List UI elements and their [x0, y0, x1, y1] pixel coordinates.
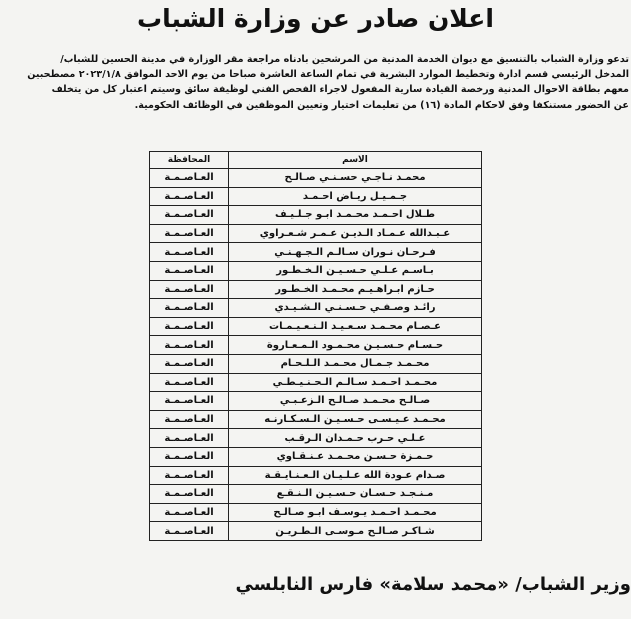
candidate-name: محمـد نـاجـي حسـنـي صـالـح	[229, 169, 482, 188]
table-row	[150, 354, 482, 373]
candidate-name: محـمـد احـمـد يـوسـف ابـو صـالـح	[229, 503, 482, 522]
candidates-table	[149, 151, 482, 541]
table-row	[150, 410, 482, 429]
candidate-governorate: العـاصـمـة	[150, 485, 229, 504]
candidate-name: مـنـجـد حـسـان حـسـيـن الـنـقـع	[229, 485, 482, 504]
table-row	[150, 447, 482, 466]
candidate-name: محـمـد احـمـد سـالـم الـحـنـيـطـي	[229, 373, 482, 392]
candidate-governorate: العـاصـمـة	[150, 503, 229, 522]
candidate-name: رائـد وصـفـي حـسـنـي الـشـيـدي	[229, 299, 482, 318]
candidate-governorate: العـاصـمـة	[150, 187, 229, 206]
table-row	[150, 280, 482, 299]
candidate-governorate: العـاصـمـة	[150, 522, 229, 541]
candidate-governorate: العـاصـمـة	[150, 336, 229, 355]
table-row	[150, 485, 482, 504]
candidate-governorate: العـاصـمـة	[150, 169, 229, 188]
table-row	[150, 206, 482, 225]
header-governorate: المحافظة	[150, 152, 229, 169]
candidate-governorate: العـاصـمـة	[150, 206, 229, 225]
table-row	[150, 187, 482, 206]
table-row	[150, 243, 482, 262]
candidate-name: بـاسـم عـلـي حـسـيـن الـخـطـور	[229, 261, 482, 280]
candidate-name: فـرحـان نـوران سـالـم الـجـهـنـي	[229, 243, 482, 262]
candidate-governorate: العـاصـمـة	[150, 354, 229, 373]
table-row	[150, 224, 482, 243]
candidate-name: عـبـدالله عـمـاد الـديـن عـمـر شـعـراوي	[229, 224, 482, 243]
table-body	[150, 169, 482, 541]
candidate-name: محـمـد عـيـسـى حـسـيـن الـسـكـارنـه	[229, 410, 482, 429]
table-row	[150, 317, 482, 336]
candidate-governorate: العـاصـمـة	[150, 243, 229, 262]
candidate-governorate: العـاصـمـة	[150, 447, 229, 466]
table-row	[150, 503, 482, 522]
candidate-governorate: العـاصـمـة	[150, 317, 229, 336]
candidate-name: حـسـام حـسـيـن محـمـود الـمـعـاروة	[229, 336, 482, 355]
candidate-name: طـلال احـمـد محـمـد ابـو جـلـيـف	[229, 206, 482, 225]
candidate-name: صـالـح محـمـد صـالـح الـزعـبـي	[229, 392, 482, 411]
candidate-governorate: العـاصـمـة	[150, 392, 229, 411]
table-row	[150, 466, 482, 485]
header-name: الاسم	[229, 152, 482, 169]
candidate-governorate: العـاصـمـة	[150, 299, 229, 318]
candidate-name: جـمـيـل ريـاض احـمـد	[229, 187, 482, 206]
table-row	[150, 429, 482, 448]
candidate-name: حـازم ابـراهـيـم محـمـد الخـطـور	[229, 280, 482, 299]
body-line: عن الحضور مستنكفا وفق لاحكام المادة (١٦) من تعليمات اختيار وتعيين الموظفين في الوظائف الحكومية.	[134, 99, 629, 111]
body-line: تدعو وزارة الشباب بالتنسيق مع ديوان الخدمة المدنية من المرشحين بادناه مراجعة مقر الوزارة في مدينة الحسين للشباب/	[60, 54, 629, 65]
candidate-governorate: العـاصـمـة	[150, 261, 229, 280]
table-header-row	[150, 152, 482, 169]
candidate-governorate: العـاصـمـة	[150, 429, 229, 448]
candidate-name: حـمـزة حـسـن محـمـد عـنـقـاوي	[229, 447, 482, 466]
body-line: معهم بطاقة الاحوال المدنية ورخصة القيادة سارية المفعول لاجراء الفحص الفني لوظيفة سائق وسيتم اعتبار كل من يتخلف	[51, 84, 629, 96]
table-row	[150, 261, 482, 280]
table-row	[150, 299, 482, 318]
announcement-body	[2, 52, 629, 113]
candidate-governorate: العـاصـمـة	[150, 466, 229, 485]
table-row	[150, 392, 482, 411]
candidate-name: عـصـام محـمـد سـعـيـد الـنـعـيـمـات	[229, 317, 482, 336]
candidate-name: صـدام عـودة الله عـلـيـان الـعـنـايـقـة	[229, 466, 482, 485]
table-row	[150, 169, 482, 188]
candidate-name: محـمـد جـمـال محـمـد الـلـحـام	[229, 354, 482, 373]
candidate-name: عـلـي حـرب حـمـدان الـرقـب	[229, 429, 482, 448]
table-row	[150, 522, 482, 541]
candidate-name: شـاكـر صـالـح مـوسـى الـطـريـن	[229, 522, 482, 541]
candidate-governorate: العـاصـمـة	[150, 280, 229, 299]
candidate-governorate: العـاصـمـة	[150, 410, 229, 429]
candidate-governorate: العـاصـمـة	[150, 373, 229, 392]
body-line: المدخل الرئيسي قسم ادارة وتخطيط الموارد البشرية في تمام الساعة العاشرة صباحا من يوم الاحد الموافق ٢٠٢٣/١/٨ مصطحبين	[27, 69, 629, 81]
announcement-title: اعلان صادر عن وزارة الشباب	[137, 4, 494, 33]
table-row	[150, 373, 482, 392]
candidate-governorate: العـاصـمـة	[150, 224, 229, 243]
minister-signature: وزير الشباب/ «محمد سلامة» فارس النابلسي	[235, 574, 631, 595]
table-row	[150, 336, 482, 355]
